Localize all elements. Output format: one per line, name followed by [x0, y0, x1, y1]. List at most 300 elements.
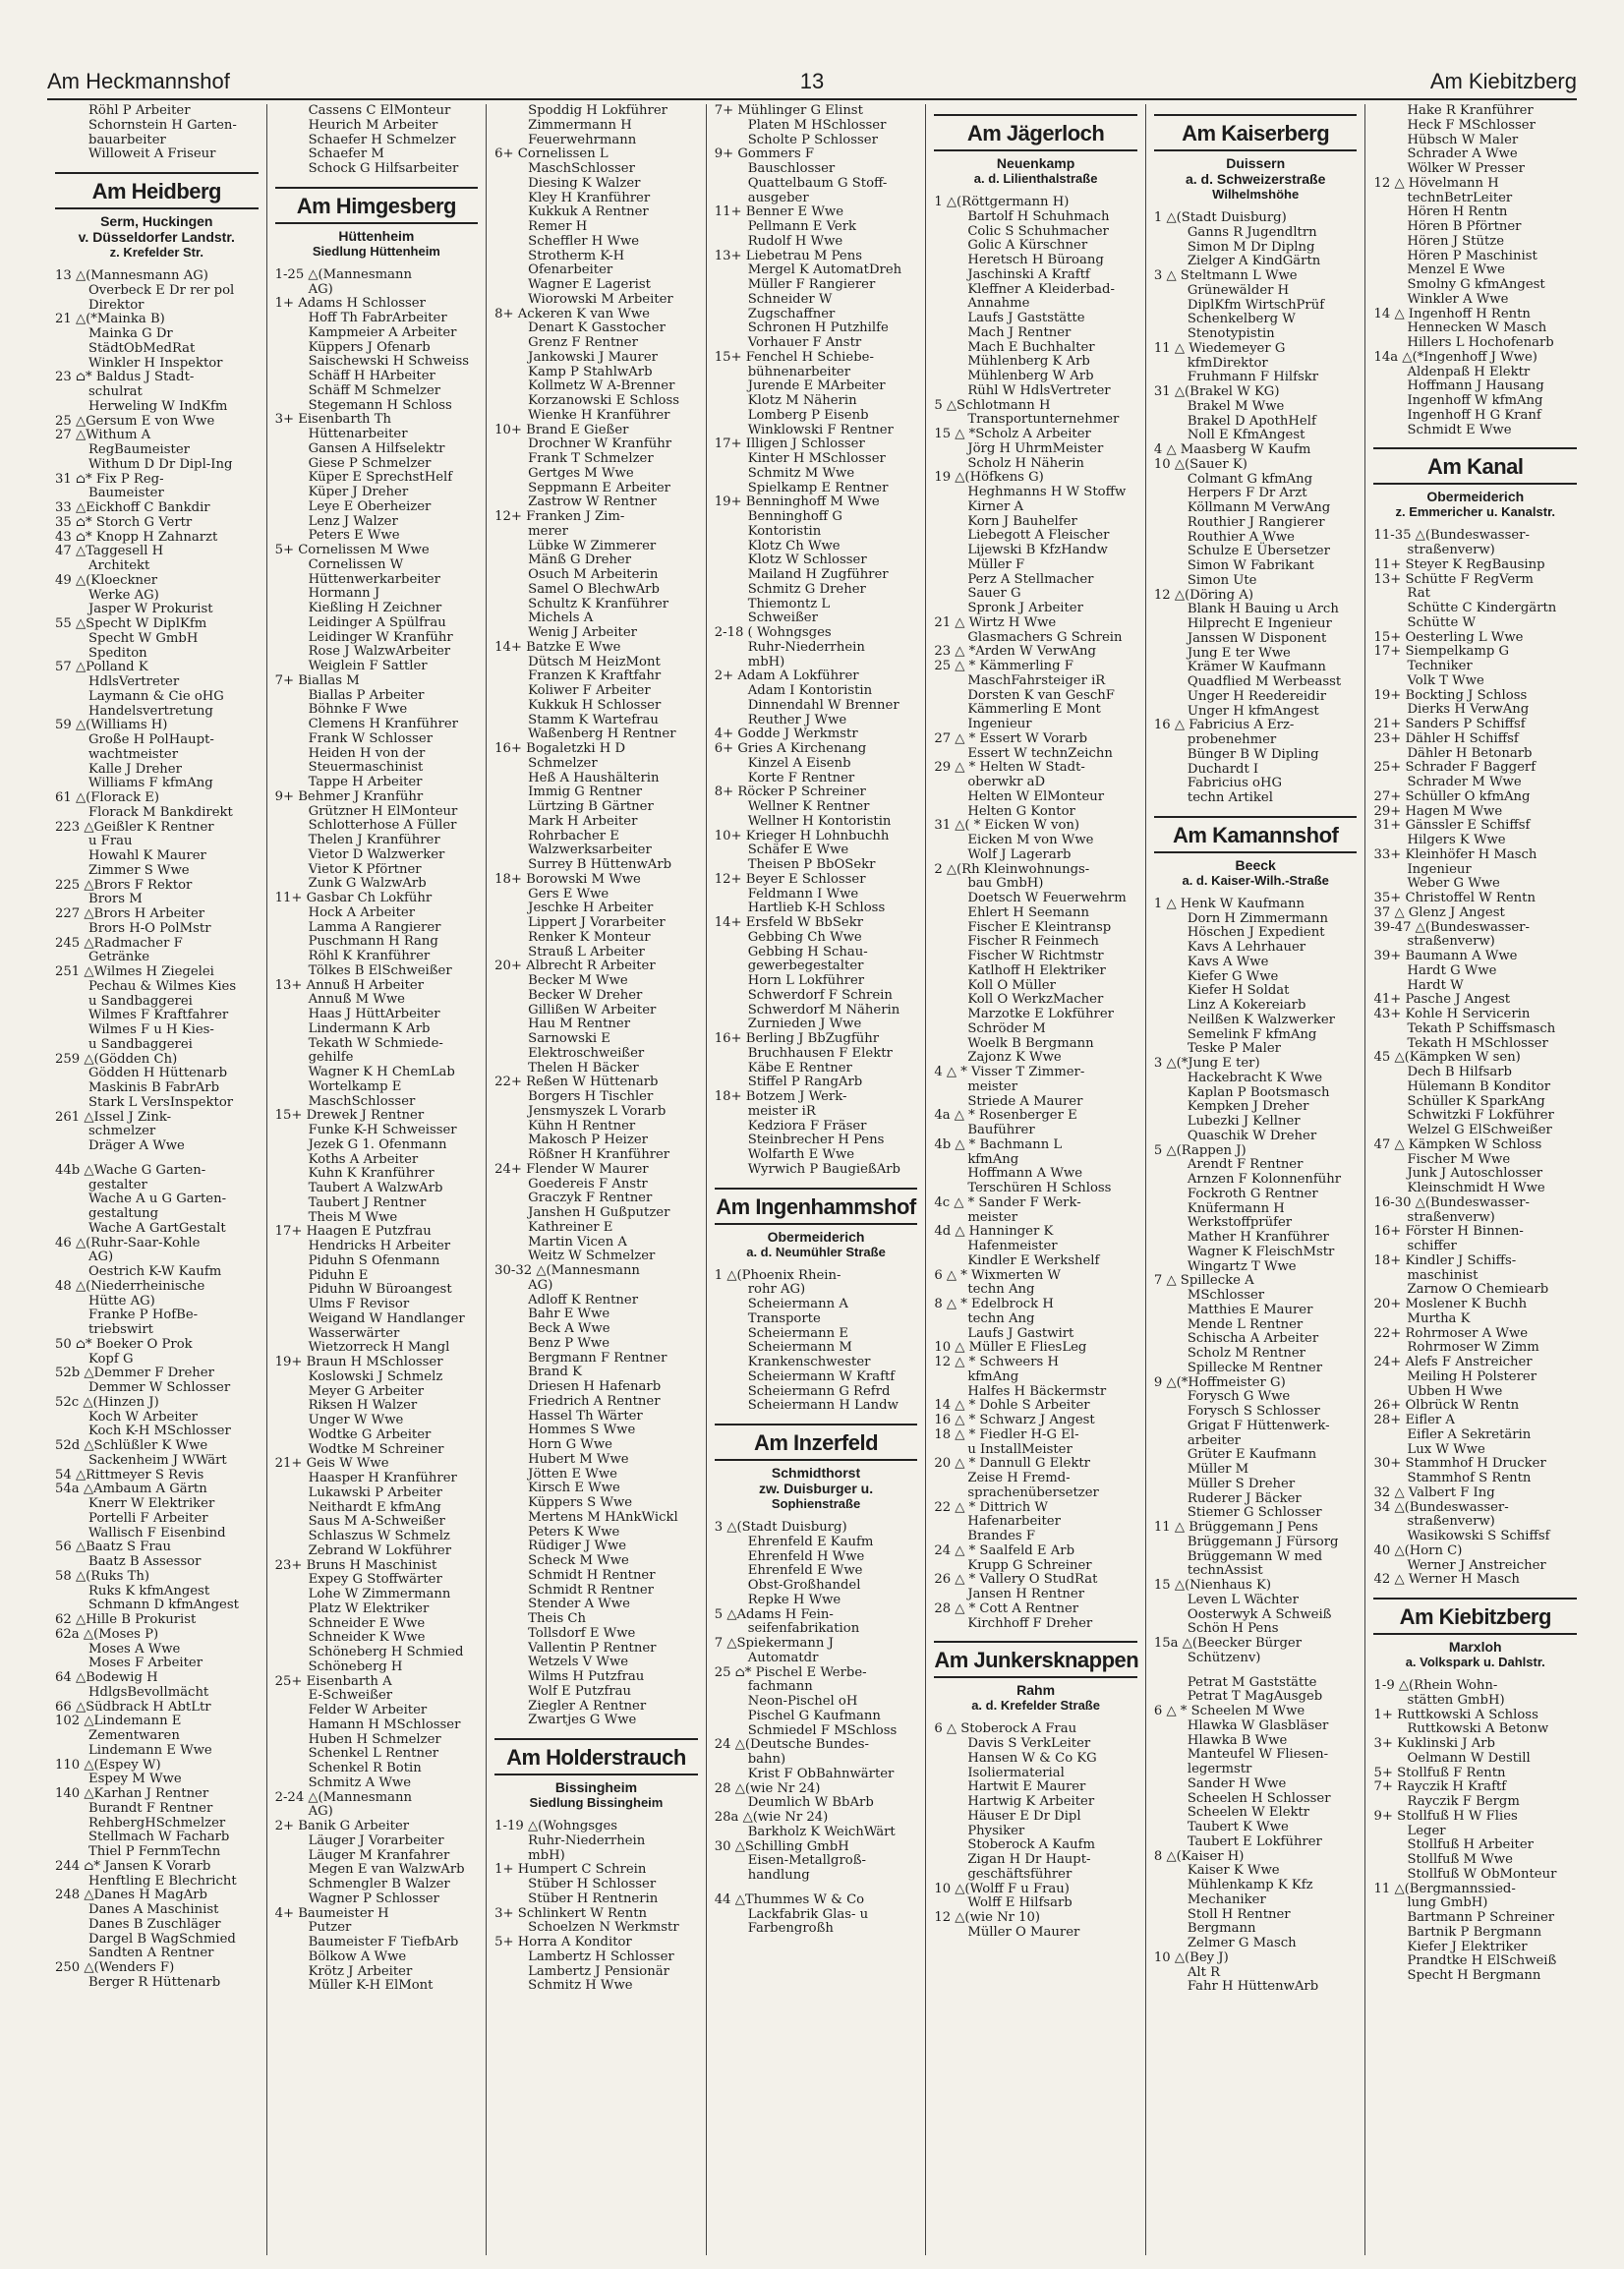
resident-entry: Grünewälder H [1187, 282, 1290, 298]
resident-entry: Dorn H Zimmermann [1187, 910, 1328, 926]
directory-column-6 [1145, 104, 1365, 2255]
resident-entry: Hardt W [1407, 977, 1464, 993]
resident-entry: Grenz F Rentner [528, 335, 638, 350]
district-line: Marxloh [1448, 1639, 1502, 1655]
resident-entry: Quadflied M Werbeasst [1187, 674, 1342, 689]
house-entry: 66 △Südbrack H AbtLtr [55, 1699, 211, 1715]
resident-entry: fachmann [747, 1679, 813, 1695]
resident-entry: Martin Vicen A [528, 1234, 627, 1250]
resident-entry: Davis S VerkLeiter [967, 1736, 1091, 1751]
resident-entry: Farbengroßh [747, 1921, 834, 1937]
resident-entry: Küppers S Wwe [528, 1495, 633, 1510]
resident-entry: Feldmann I Wwe [747, 886, 859, 902]
resident-entry: Wache A u G Garten- [88, 1192, 227, 1207]
resident-entry: Wyrwich P BaugießArb [747, 1161, 900, 1177]
resident-entry: straßenverw) [1407, 934, 1495, 950]
house-entry: 12+ Franken J Zim- [494, 509, 625, 524]
resident-entry: Fischer R Feinmech [967, 934, 1099, 950]
resident-entry: Hansen W & Co KG [967, 1750, 1097, 1766]
resident-entry: Wenig J Arbeiter [528, 625, 637, 640]
house-entry: 28 △(wie Nr 24) [714, 1780, 821, 1796]
resident-entry: Isoliermaterial [967, 1765, 1065, 1780]
resident-entry: Rüdiger J Wwe [528, 1539, 627, 1554]
resident-entry: Manteufel W Fliesen- [1187, 1747, 1329, 1763]
resident-entry: Liebegott A Fleischer [967, 528, 1110, 544]
house-entry: 46 △(Ruhr-Saar-Kohle [55, 1235, 201, 1251]
house-entry: 4+ Baumeister H [274, 1905, 389, 1921]
resident-entry: Hartlieb K-H Schloss [747, 901, 886, 916]
resident-entry: Rat [1407, 586, 1430, 602]
resident-entry: Taubert A WalzwArb [308, 1181, 443, 1195]
resident-entry: Volk T Wwe [1407, 672, 1484, 688]
resident-entry: Hören J Stütze [1407, 233, 1505, 249]
resident-entry: techn Artikel [1187, 790, 1273, 805]
resident-entry: legermstr [1187, 1762, 1252, 1776]
resident-entry: Hackebracht K Wwe [1187, 1070, 1323, 1085]
resident-entry: Tekath P Schiffsmasch [1407, 1020, 1556, 1036]
resident-entry: u Sandbaggerei [88, 993, 193, 1009]
street-heading: Am Junkersknappen [934, 1641, 1137, 1678]
resident-entry: Adam I Kontoristin [747, 683, 873, 698]
resident-entry: Steuermaschinist [308, 760, 424, 776]
resident-entry: HdlgsBevollmächt [88, 1684, 209, 1700]
resident-entry: Hören P Maschinist [1407, 248, 1537, 263]
resident-entry: Arnzen F Kolonnenführ [1187, 1172, 1342, 1187]
house-entry: 3 △(Stadt Duisburg) [714, 1520, 847, 1535]
resident-entry: Janssen W Disponent [1187, 630, 1327, 646]
resident-entry: meister iR [747, 1103, 816, 1119]
house-entry: 24+ Alefs F Anstreicher [1373, 1355, 1533, 1369]
resident-entry: Kopf G [88, 1351, 134, 1367]
resident-entry: AG) [308, 281, 333, 297]
resident-entry: Kavs A Wwe [1187, 954, 1269, 969]
resident-entry: Simon Ute [1187, 572, 1257, 588]
house-entry: 25 △Gersum E von Wwe [55, 413, 215, 429]
resident-entry: Cassens C ElMonteur [308, 104, 451, 118]
resident-entry: Brors H-O PolMstr [88, 920, 211, 936]
resident-entry: Vallentin P Rentner [528, 1640, 657, 1656]
resident-entry: Ehrenfeld E Kaufm [747, 1534, 874, 1549]
resident-entry: Architekt [88, 558, 150, 573]
resident-entry: Stamm K Wartefrau [528, 712, 659, 727]
house-entry: 12 △ * Schweers H [934, 1355, 1059, 1369]
resident-entry: Eisen-Metallgroß- [747, 1853, 866, 1869]
resident-entry: Wolfarth E Wwe [747, 1147, 855, 1162]
resident-entry: techn Ang [967, 1282, 1035, 1298]
street-heading: Am Himgesberg [275, 187, 479, 224]
resident-entry: Laufs J Gastwirt [967, 1325, 1074, 1341]
resident-entry: Rohrbacher E [528, 828, 619, 844]
house-entry: 3+ Schlinkert W Rentn [494, 1905, 647, 1921]
resident-entry: seifenfabrikation [747, 1621, 860, 1637]
resident-entry: Kamp P StahlwArb [528, 364, 653, 379]
resident-entry: Küper E SprechstHelf [308, 470, 453, 486]
resident-entry: Hlawka W Glasbläser [1187, 1717, 1329, 1733]
resident-entry: Portelli F Arbeiter [88, 1510, 208, 1526]
resident-entry: Wölker W Presser [1407, 161, 1525, 176]
resident-entry: Colmant G kfmAng [1187, 471, 1313, 487]
resident-entry: Werner J Anstreicher [1407, 1557, 1546, 1573]
resident-entry: Burandt F Rentner [88, 1800, 213, 1816]
house-entry: 14+ Batzke E Wwe [494, 639, 621, 655]
house-entry: 15 △(Nienhaus K) [1153, 1578, 1272, 1593]
house-entry: 15 △ *Scholz A Arbeiter [934, 427, 1091, 441]
house-entry: 9+ Stollfuß H W Flies [1373, 1808, 1518, 1824]
resident-entry: Specht H Bergmann [1407, 1968, 1541, 1983]
house-entry: 8+ Röcker P Schreiner [714, 785, 866, 800]
resident-entry: oberwkr aD [967, 775, 1046, 789]
house-entry: 31+ Gänssler E Schiffsf [1373, 818, 1531, 834]
district-line: zw. Duisburger u. [758, 1481, 874, 1496]
resident-entry: Transportunternehmer [967, 412, 1120, 428]
district-line: Rahm [1016, 1682, 1056, 1699]
resident-entry: Schaefer M [308, 146, 384, 162]
house-entry: 50 ⌂* Boeker O Prok [55, 1336, 193, 1352]
house-entry: 35 ⌂* Storch G Vertr [55, 514, 193, 530]
resident-entry: Läuger J Vorarbeiter [308, 1833, 444, 1848]
resident-entry: Giese P Schmelzer [308, 455, 432, 471]
resident-entry: Mark H Arbeiter [528, 813, 638, 829]
resident-entry: Wagner K FleischMstr [1187, 1244, 1335, 1259]
resident-entry: Jörg H UhrmMeister [967, 440, 1104, 456]
resident-entry: Huben H Schmelzer [308, 1731, 441, 1747]
resident-entry: Lindemann E Wwe [88, 1742, 212, 1758]
resident-entry: Brakel M Wwe [1187, 398, 1285, 414]
resident-entry: Knüfermann H [1187, 1200, 1285, 1216]
resident-entry: Mühlenkamp K Kfz [1187, 1878, 1313, 1892]
resident-entry: Haas J HüttArbeiter [308, 1007, 440, 1021]
house-entry: 6 △ Stoberock A Frau [934, 1721, 1077, 1737]
resident-entry: Wortelkamp E [308, 1078, 402, 1094]
house-entry: 13 △(Mannesmann AG) [55, 268, 208, 283]
resident-entry: Schoelzen N Werkmstr [528, 1920, 679, 1936]
resident-entry: straßenverw) [1407, 543, 1495, 557]
house-entry: 13+ Liebetrau M Pens [714, 248, 862, 263]
resident-entry: Zementwaren [88, 1728, 180, 1743]
resident-entry: Mather H Kranführer [1187, 1230, 1329, 1245]
house-entry: 25 ⌂* Pischel E Werbe- [714, 1664, 867, 1680]
resident-entry: Schneider E Wwe [308, 1615, 426, 1631]
resident-entry: Wiorowski M Arbeiter [528, 291, 673, 307]
resident-entry: Röhl P Arbeiter [88, 104, 191, 118]
resident-entry: Danes B Zuschläger [88, 1916, 221, 1932]
resident-entry: Schaefer H Schmelzer [308, 132, 456, 147]
resident-entry: Kirsch E Wwe [528, 1481, 620, 1496]
running-head-right: Am Kiebitzberg [1429, 69, 1577, 93]
resident-entry: AG) [528, 1277, 553, 1293]
resident-entry: Theis Ch [528, 1611, 587, 1626]
resident-entry: Weber G Wwe [1407, 876, 1500, 892]
resident-entry: Werkstoffprüfer [1187, 1215, 1293, 1231]
resident-entry: Zastrow W Rentner [528, 495, 657, 510]
directory-column-5 [925, 104, 1145, 2255]
resident-entry: Tappe H Arbeiter [308, 775, 423, 789]
resident-entry: Schrader M Wwe [1407, 775, 1522, 789]
resident-entry: Oelmann W Destill [1407, 1750, 1531, 1766]
resident-entry: Lackfabrik Glas- u [747, 1906, 869, 1922]
resident-entry: Stiffel P RangArb [747, 1075, 863, 1090]
resident-entry: Müller K-H ElMont [308, 1978, 434, 1994]
resident-entry: Leidinger W Kranführ [308, 629, 453, 645]
house-entry: 223 △Geißler K Rentner [55, 819, 214, 835]
resident-entry: Ofenarbeiter [528, 262, 613, 278]
resident-entry: StädtObMedRat [88, 340, 196, 356]
resident-entry: Getränke [88, 950, 150, 965]
resident-entry: Lürtzing B Gärtner [528, 799, 654, 814]
resident-entry: Wellner K Rentner [747, 799, 870, 814]
house-entry: 5 △Schlotmann H [934, 397, 1051, 413]
house-entry: 4b △ * Bachmann L [934, 1136, 1063, 1152]
resident-entry: Kirner A [967, 498, 1024, 514]
resident-entry: Quaschik W Dreher [1187, 1128, 1317, 1143]
house-entry: 5 △(Rappen J) [1153, 1142, 1247, 1158]
district-line: Wilhelmshöhe [1212, 187, 1300, 202]
resident-entry: Bauschlosser [747, 161, 836, 176]
district-line: Neuenkamp [996, 155, 1075, 171]
house-entry: 12 △(Döring A) [1153, 587, 1253, 603]
house-entry: 27+ Schüller O kfmAng [1373, 788, 1531, 804]
resident-entry: Hüttenarbeiter [308, 427, 408, 441]
resident-entry: Noll E KfmAngest [1187, 428, 1305, 443]
house-entry: 24+ Flender W Maurer [494, 1161, 649, 1177]
resident-entry: Schmitz A Wwe [308, 1774, 412, 1790]
resident-entry: Müller F [967, 556, 1025, 572]
resident-entry: Zigan H Dr Haupt- [967, 1852, 1091, 1867]
resident-entry: Maskinis B FabrArb [88, 1080, 220, 1095]
resident-entry: Hlawka B Wwe [1187, 1732, 1288, 1748]
house-entry: 22 △ * Dittrich W [934, 1499, 1048, 1515]
resident-entry: Gillißen W Arbeiter [528, 1002, 657, 1018]
district-line: Hüttenheim [338, 227, 415, 244]
house-entry: 1 △(Röttgermann H) [934, 195, 1070, 209]
resident-entry: bauarbeiter [88, 132, 166, 147]
resident-entry: Sackenheim J WWärt [88, 1452, 227, 1468]
resident-entry: Koths A Arbeiter [308, 1151, 419, 1167]
resident-entry: Strotherm K-H [528, 248, 625, 263]
resident-entry: Schmelzer [528, 755, 598, 771]
resident-entry: Oosterwyk A Schweiß [1187, 1606, 1332, 1622]
house-entry: 49 △(Kloeckner [55, 572, 158, 588]
house-entry: 21+ Sanders P Schiffsf [1373, 717, 1526, 731]
resident-entry: Fockroth G Rentner [1187, 1186, 1318, 1201]
resident-entry: Peters K Wwe [528, 1524, 620, 1540]
resident-entry: Gansen A Hilfselektr [308, 440, 445, 456]
directory-column-7 [1364, 104, 1585, 2255]
house-entry: 28 △ * Cott A Rentner [934, 1600, 1079, 1616]
resident-entry: Scholz M Rentner [1187, 1346, 1305, 1361]
resident-entry: Wagner E Lagerist [528, 277, 651, 292]
resident-entry: Stollfuß W ObMonteur [1407, 1866, 1557, 1882]
resident-entry: Piduhn E [308, 1267, 369, 1283]
resident-entry: Clemens H Kranführer [308, 717, 458, 731]
resident-entry: Scheelen H Schlosser [1187, 1790, 1331, 1806]
resident-entry: Vietor K Pförtner [308, 861, 422, 877]
district-line: a. d. Lilienthalstraße [973, 171, 1098, 186]
resident-entry: Lohe W Zimmermann [308, 1587, 451, 1601]
house-entry: 54a △Ambaum A Gärtn [55, 1482, 207, 1497]
resident-entry: techn Ang [967, 1310, 1035, 1326]
resident-entry: Wilms H Putzfrau [528, 1669, 645, 1684]
resident-entry: Schön H Pens [1187, 1621, 1279, 1637]
resident-entry: Wodtke G Arbeiter [308, 1426, 432, 1442]
resident-entry: Colic S Schuhmacher [967, 223, 1109, 239]
resident-entry: Große H PolHaupt- [88, 732, 214, 747]
resident-entry: Ruks K kfmAngest [88, 1583, 210, 1599]
house-entry: 227 △Brors H Arbeiter [55, 906, 205, 921]
resident-entry: Willoweit A Friseur [88, 146, 216, 162]
resident-entry: Müller O Maurer [967, 1924, 1080, 1940]
resident-entry: mbH) [747, 654, 785, 669]
resident-entry: Zajonz K Wwe [967, 1050, 1062, 1066]
resident-entry: Techniker [1407, 659, 1473, 673]
resident-entry: Wilmes F Kraftfahrer [88, 1008, 229, 1023]
resident-entry: Wache A GartGestalt [88, 1220, 226, 1236]
resident-entry: Kindler E Werkshelf [967, 1252, 1100, 1268]
resident-entry: Tekath W Schmiede- [308, 1035, 443, 1051]
resident-entry: RehbergHSchmelzer [88, 1815, 226, 1831]
house-entry: 32 △ Valbert F Ing [1373, 1484, 1495, 1500]
resident-entry: Schmidt R Rentner [528, 1582, 654, 1598]
resident-entry: Fischer M Wwe [1407, 1151, 1511, 1167]
house-entry: 12 △ Hövelmann H [1373, 175, 1499, 191]
resident-entry: Schenkelberg W [1187, 312, 1296, 327]
resident-entry: Wodtke M Schreiner [308, 1441, 444, 1457]
resident-entry: Thiemontz L [747, 596, 831, 611]
resident-entry: Kollmetz W A-Brenner [528, 378, 675, 394]
house-entry: 23 ⌂* Baldus J Stadt- [55, 370, 195, 385]
street-heading: Am Kamannshof [1154, 816, 1358, 853]
resident-entry: Lomberg P Eisenb [747, 407, 869, 423]
resident-entry: Taubert K Wwe [1187, 1820, 1289, 1834]
resident-entry: Schlotterhose A Füller [308, 818, 457, 834]
resident-entry: Hoff Th FabrArbeiter [308, 311, 447, 325]
house-entry: 1+ Adams H Schlosser [274, 296, 426, 312]
house-entry: 2-24 △(Mannesmann [274, 1789, 412, 1805]
house-entry: 11+ Benner E Wwe [714, 204, 844, 220]
resident-entry: Koch K-H MSchlosser [88, 1424, 231, 1439]
resident-entry: Zugschaffner [747, 306, 836, 321]
resident-entry: Läuger M Kranfahrer [308, 1847, 450, 1863]
resident-entry: Jansen H Rentner [967, 1587, 1085, 1601]
resident-entry: Heretsch H Büroang [967, 253, 1104, 267]
resident-entry: Eifler A Sekretärin [1407, 1426, 1532, 1442]
house-entry: 20 △ * Dannull G Elektr [934, 1456, 1090, 1472]
resident-entry: Hake R Kranführer [1407, 104, 1534, 118]
house-entry: 2+ Banik G Arbeiter [274, 1819, 410, 1833]
house-entry: 61 △(Florack E) [55, 790, 160, 805]
resident-entry: Ganns R Jugendltrn [1187, 224, 1317, 240]
resident-entry: Biallas P Arbeiter [308, 687, 425, 703]
street-heading: Am Ingenhammshof [715, 1188, 918, 1225]
resident-entry: Kühn H Rentner [528, 1118, 636, 1134]
resident-entry: Schornstein H Garten- [88, 117, 237, 133]
house-entry: 31 △(Brakel W KG) [1153, 384, 1280, 399]
resident-entry: Schöneberg H Schmied [308, 1645, 464, 1659]
resident-entry: Scheiermann E [747, 1325, 848, 1341]
house-entry: 244 ⌂* Jansen K Vorarb [55, 1858, 211, 1874]
district-line: a. d. Neumühler Straße [746, 1244, 886, 1259]
resident-entry: Zielger A KindGärtn [1187, 254, 1321, 269]
resident-entry: Routhier A Wwe [1187, 529, 1295, 545]
resident-entry: Lippert J Vorarbeiter [528, 915, 666, 930]
resident-entry: Mergel K AutomatDreh [747, 262, 902, 278]
resident-entry: Baumeister F TiefbArb [308, 1935, 459, 1949]
resident-entry: Stegemann H Schloss [308, 397, 452, 413]
resident-entry: Stollfuß M Wwe [1407, 1852, 1513, 1867]
resident-entry: Fischer E Kleintransp [967, 919, 1112, 935]
resident-entry: Schmidt H Rentner [528, 1567, 656, 1583]
resident-entry: Rayczik F Bergm [1407, 1794, 1520, 1809]
resident-entry: straßenverw) [1407, 1514, 1495, 1530]
resident-entry: Physiker [967, 1823, 1025, 1838]
district-line: Duissern [1226, 155, 1286, 171]
resident-entry: Scheck M Wwe [528, 1553, 629, 1568]
house-entry: 5+ Cornelissen M Wwe [274, 543, 430, 557]
resident-entry: Scheffler H Wwe [528, 233, 640, 249]
resident-entry: Schneider W [747, 291, 833, 307]
resident-entry: Lindermann K Arb [308, 1020, 431, 1036]
resident-entry: Heß A Haushälterin [528, 770, 660, 785]
resident-entry: Zimmer S Wwe [88, 862, 190, 878]
resident-entry: Seppmann E Arbeiter [528, 480, 670, 495]
resident-entry: Zunk G WalzwArb [308, 876, 427, 892]
resident-entry: Stoberock A Kaufm [967, 1837, 1095, 1853]
resident-entry: Hassel Th Wärter [528, 1408, 643, 1424]
resident-entry: MaschFahrsteiger iR [967, 672, 1106, 688]
resident-entry: Sandten A Rentner [88, 1946, 214, 1961]
house-entry: 30 △Schilling GmbH [714, 1838, 849, 1854]
resident-entry: Käbe E Rentner [747, 1060, 852, 1076]
resident-entry: Koch W Arbeiter [88, 1409, 198, 1425]
resident-entry: Schröder M [967, 1020, 1046, 1036]
house-entry: 8 △(Kaiser H) [1153, 1848, 1245, 1864]
street-heading: Am Kiebitzberg [1373, 1598, 1577, 1635]
resident-entry: Wingartz T Wwe [1187, 1258, 1297, 1274]
resident-entry: Zelmer G Masch [1187, 1936, 1297, 1950]
resident-entry: Welzel G ElSchweißer [1407, 1123, 1552, 1137]
resident-entry: Kämmerling E Mont [967, 702, 1101, 718]
resident-entry: Gertges M Wwe [528, 465, 634, 481]
resident-entry: Mainka G Dr [88, 326, 173, 341]
house-entry: 25+ Schrader F Baggerf [1373, 760, 1537, 776]
resident-entry: Hardt G Wwe [1407, 962, 1497, 978]
resident-entry: Sarnowski E [528, 1031, 610, 1046]
house-entry: 57 △Polland K [55, 660, 148, 675]
resident-entry: Scheiermann A [747, 1297, 848, 1311]
resident-entry: Dütsch M HeizMont [528, 654, 661, 669]
resident-entry: Graczyk F Rentner [528, 1191, 653, 1206]
resident-entry: Brors M [88, 892, 143, 907]
resident-entry: merer [528, 523, 568, 539]
resident-entry: Megen E van WalzwArb [308, 1862, 465, 1878]
house-entry: 18+ Kindler J Schiffs- [1373, 1252, 1517, 1268]
resident-entry: Deumlich W BbArb [747, 1795, 874, 1811]
resident-entry: Grützner H ElMonteur [308, 803, 458, 819]
resident-entry: Mühlenberg W Arb [967, 369, 1094, 383]
house-entry: 3 △ Steltmann L Wwe [1153, 268, 1298, 283]
resident-entry: Lambertz J Pensionär [528, 1963, 669, 1979]
resident-entry: Heck F MSchlosser [1407, 117, 1536, 133]
resident-entry: Dinnendahl W Brenner [747, 697, 899, 713]
house-entry: 14 △ * Dohle S Arbeiter [934, 1398, 1090, 1414]
resident-entry: Oestrich K-W Kaufm [88, 1264, 222, 1279]
resident-entry: Müller M [1187, 1462, 1249, 1477]
resident-entry: Scheiermann H Landw [747, 1398, 899, 1414]
house-entry: 21+ Geis W Wwe [274, 1456, 389, 1472]
house-entry: 1 △(Stadt Duisburg) [1153, 210, 1287, 225]
street-heading: Am Inzerfeld [715, 1424, 918, 1461]
house-entry: 15+ Drewek J Rentner [274, 1108, 425, 1124]
